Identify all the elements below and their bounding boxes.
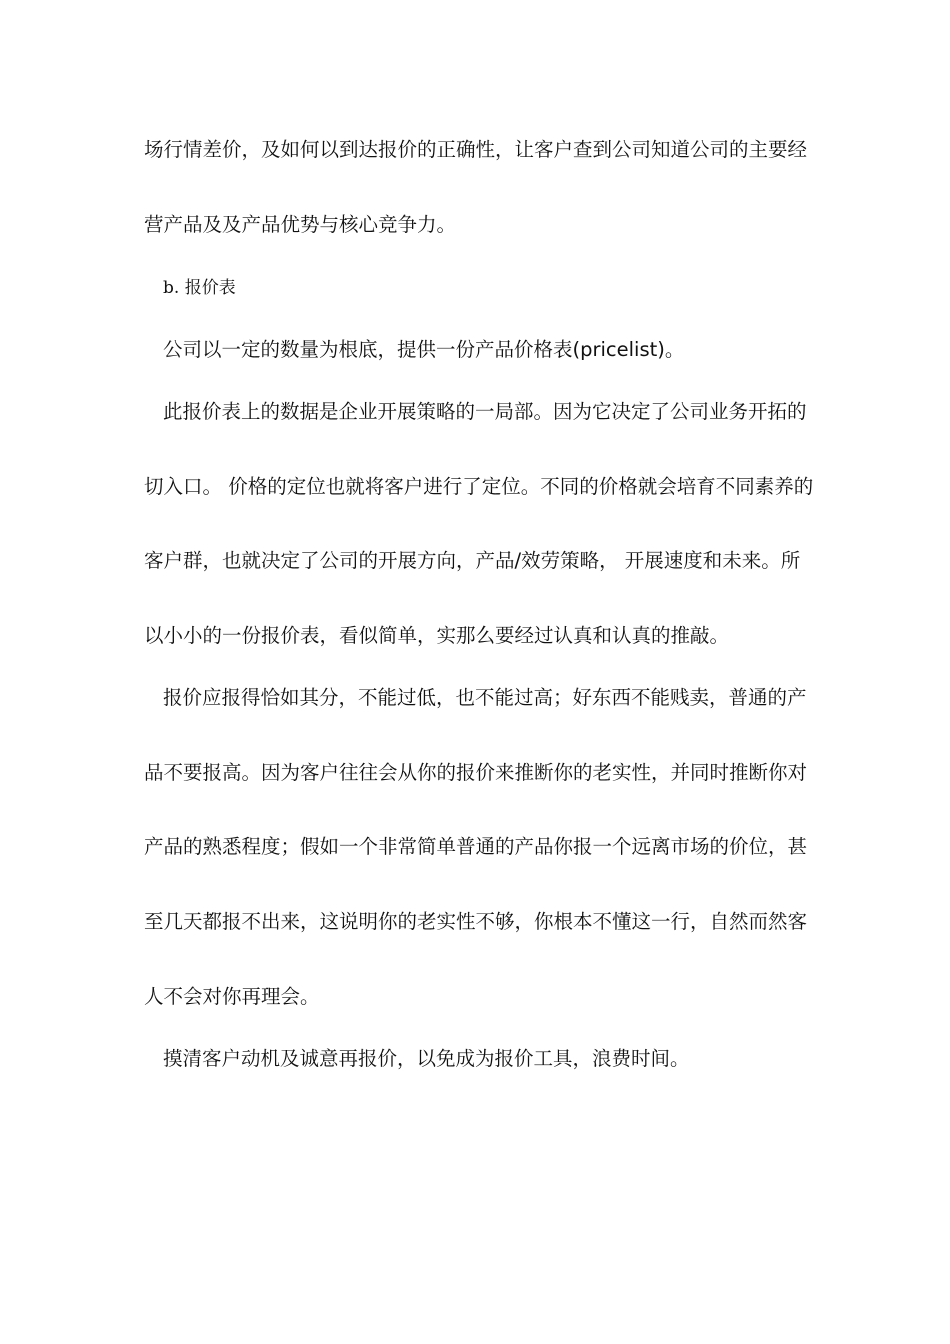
paragraph-line: 场行情差价，及如何以到达报价的正确性，让客户查到公司知道公司的主要经 bbox=[144, 138, 808, 161]
paragraph-line: 营产品及及产品优势与核心竞争力。 bbox=[144, 213, 457, 236]
paragraph-line: 以小小的一份报价表，看似简单，实那么要经过认真和认真的推敲。 bbox=[144, 624, 730, 647]
paragraph-line: 客户群，也就决定了公司的开展方向，产品/效劳策略， 开展速度和未来。所 bbox=[144, 549, 801, 572]
paragraph-line: 公司以一定的数量为根底，提供一份产品价格表(pricelist)。 bbox=[163, 338, 685, 361]
paragraph-line: 人不会对你再理会。 bbox=[144, 985, 320, 1008]
paragraph-line: 此报价表上的数据是企业开展策略的一局部。因为它决定了公司业务开拓的 bbox=[163, 400, 807, 423]
paragraph-line: 产品的熟悉程度；假如一个非常简单普通的产品你报一个远离市场的价位，甚 bbox=[144, 835, 808, 858]
paragraph-line: 切入口。 价格的定位也就将客户进行了定位。不同的价格就会培育不同素养的 bbox=[144, 475, 814, 498]
paragraph-line: 至几天都报不出来，这说明你的老实性不够，你根本不懂这一行，自然而然客 bbox=[144, 910, 808, 933]
paragraph-line: 品不要报高。因为客户往往会从你的报价来推断你的老实性，并同时推断你对 bbox=[144, 761, 808, 784]
paragraph-line: 报价应报得恰如其分，不能过低，也不能过高；好东西不能贱卖，普通的产 bbox=[163, 686, 807, 709]
section-heading: b. 报价表 bbox=[163, 278, 236, 298]
paragraph-line: 摸清客户动机及诚意再报价，以免成为报价工具，浪费时间。 bbox=[163, 1047, 690, 1070]
